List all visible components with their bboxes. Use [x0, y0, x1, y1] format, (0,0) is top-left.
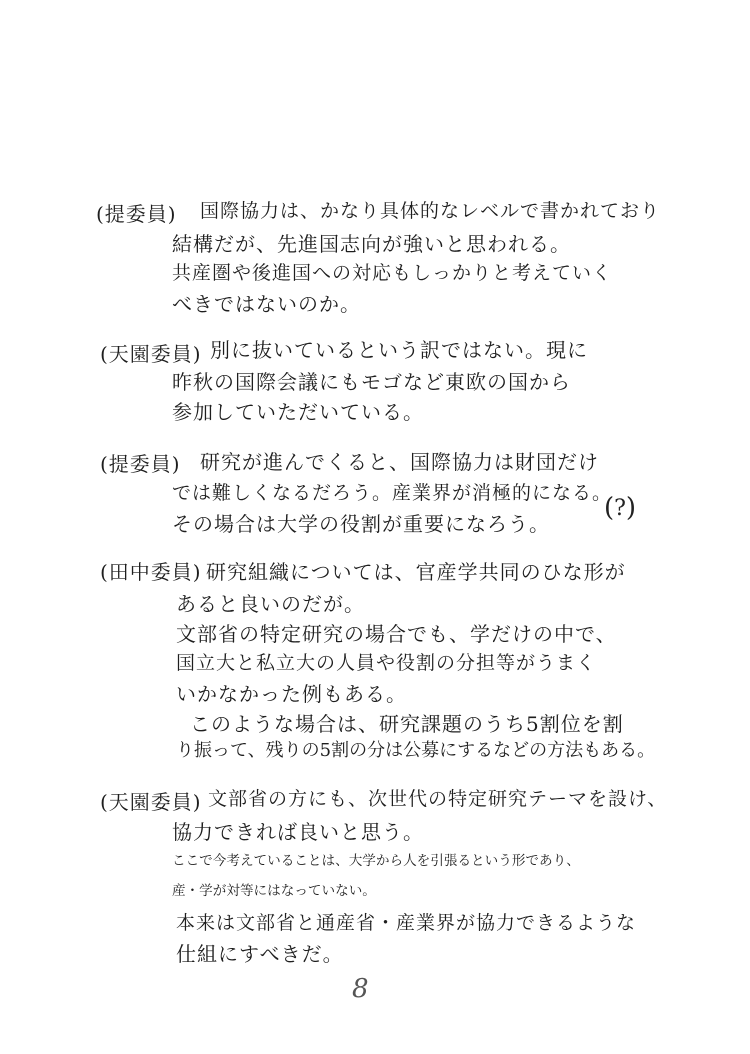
statement-line: 文部省の特定研究の場合でも、学だけの中で、 — [176, 622, 617, 646]
statement-line: 研究が進んでくると、国際協力は財団だけ — [200, 450, 599, 474]
statement-line: ここで今考えていることは、大学から人を引張るという形であり、産・学が対等にはなっていない。 — [172, 853, 580, 899]
statement-line: 協力できれば良いと思う。 — [172, 820, 424, 844]
statement-line: 参加していただいている。 — [172, 400, 424, 424]
statement-line: あると良いのだが。 — [176, 592, 365, 616]
page-number: 8 — [352, 974, 369, 1004]
speaker-label: (天園委員) — [100, 342, 202, 366]
marginal-note-text: ? — [614, 495, 626, 521]
statement-line: 国立大と私立大の人員や役割の分担等がうまく — [176, 652, 597, 674]
statement-line: り振って、残りの5割の分は公募にするなどの方法もある。 — [176, 740, 656, 761]
speaker-label: (提委員) — [96, 202, 177, 226]
statement-line: では難しくなるだろう。産業界が消極的になる。 — [172, 482, 613, 504]
speaker-label: (田中委員) — [100, 560, 202, 584]
statement-line: 本来は文部省と通産省・産業界が協力できるような — [176, 912, 637, 934]
statement-line: 研究組織については、官産学共同のひな形が — [206, 560, 626, 584]
marginal-note: ( ? ) — [603, 493, 637, 523]
speaker-label: (天園委員) — [100, 790, 202, 814]
statement-line: 仕組にすべきだ。 — [176, 942, 344, 966]
statement-line: いかなかった例もある。 — [176, 682, 407, 706]
statement-line: べきではないのか。 — [172, 292, 361, 316]
statement-line: 別に抜いているという訳ではない。現に — [210, 338, 588, 362]
statement-line: その場合は大学の役割が重要になろう。 — [172, 512, 550, 536]
statement-line: 結構だが、先進国志向が強いと思われる。 — [172, 232, 571, 256]
statement-line: 昨秋の国際会議にもモゴなど東欧の国から — [172, 370, 571, 394]
statement-line: このような場合は、研究課題のうち5割位を割 — [190, 712, 624, 736]
statement-line: 文部省の方にも、次世代の特定研究テーマを設け、 — [208, 788, 668, 810]
statement-line: 国際協力は、かなり具体的なレベルで書かれており — [200, 200, 661, 222]
speaker-label: (提委員) — [100, 452, 181, 476]
statement-line: 共産圏や後進国への対応もしっかりと考えていく — [172, 262, 613, 284]
